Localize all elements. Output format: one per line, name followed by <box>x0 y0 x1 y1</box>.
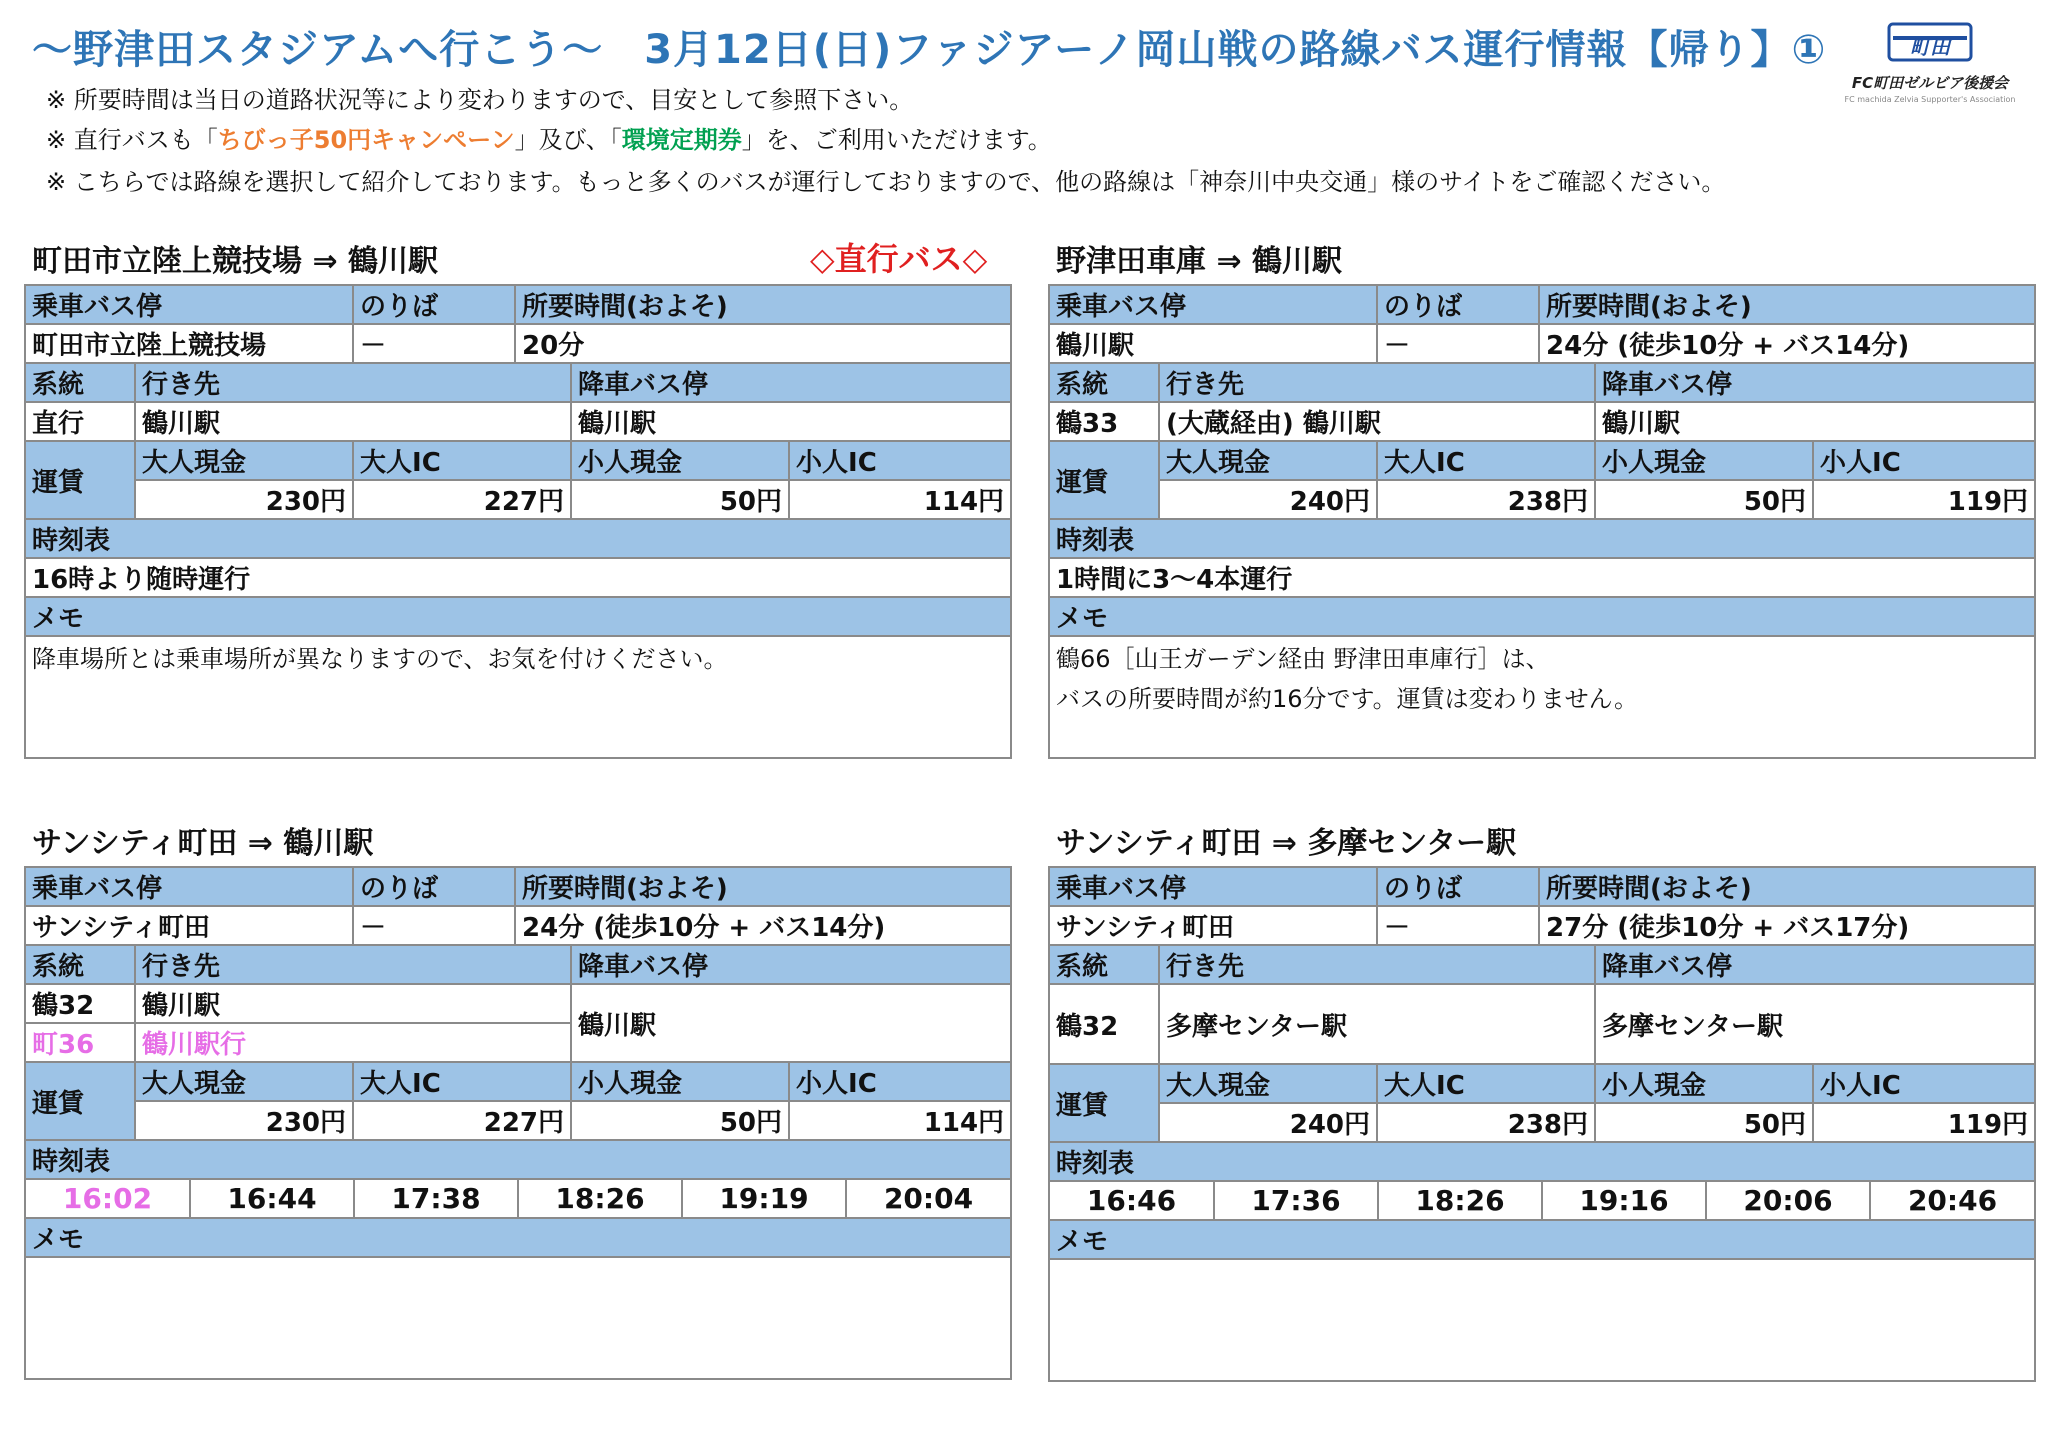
memo-value <box>1049 636 2035 758</box>
route-table-3 <box>24 866 1012 1380</box>
label-child-cash: 小人現金 <box>1595 1064 1813 1103</box>
stop-value: サンシティ町田 <box>25 906 353 945</box>
section-title-4: サンシティ町田 ⇒ 多摩センター駅 <box>1056 826 1517 861</box>
timetable-value: 16時より随時運行 <box>25 558 1011 597</box>
departure-time: 20:46 <box>1907 1184 1998 1217</box>
fare-adult-ic: 227円 <box>353 480 571 519</box>
route-value: 鶴32 <box>1049 984 1159 1064</box>
label-stop: 乗車バス停 <box>1049 867 1377 906</box>
memo-line: 降車場所とは乗車場所が異なりますので、お気を付けください。 <box>32 645 728 673</box>
label-platform: のりば <box>1377 285 1539 324</box>
departure-time: 16:02 <box>26 1180 190 1217</box>
dest-value: 多摩センター駅 <box>1159 984 1595 1064</box>
dest-value: 鶴川駅 <box>135 402 571 441</box>
fare-child-cash: 50円 <box>1595 1103 1813 1142</box>
note-2: ※ 直行バスも「ちびっ子50円キャンペーン」及び、「環境定期券」を、ご利用いただけます。 <box>46 126 1052 154</box>
duration-value: 24分 (徒歩10分 + バス14分) <box>1539 324 2035 363</box>
alight-value: 鶴川駅 <box>571 402 1011 441</box>
label-stop: 乗車バス停 <box>25 867 353 906</box>
timetable-value: 1時間に3～4本運行 <box>1049 558 2035 597</box>
label-stop: 乗車バス停 <box>1049 285 1377 324</box>
departure-time: 19:19 <box>682 1180 846 1217</box>
label-adult-ic: 大人IC <box>353 1062 571 1101</box>
label-alight: 降車バス停 <box>571 945 1011 984</box>
label-dest: 行き先 <box>1159 945 1595 984</box>
note-1: ※ 所要時間は当日の道路状況等により変わりますので、目安として参照下さい。 <box>46 86 914 114</box>
label-adult-cash: 大人現金 <box>1159 1064 1377 1103</box>
departure-time: 17:38 <box>354 1180 518 1217</box>
label-fare: 運賃 <box>1049 1064 1159 1142</box>
label-route: 系統 <box>25 945 135 984</box>
timetable-row <box>25 1179 1011 1218</box>
label-route: 系統 <box>1049 363 1159 402</box>
label-memo: メモ <box>25 597 1011 636</box>
route-value-highlight: 町36 <box>25 1023 135 1062</box>
dest-value-highlight: 鶴川駅行 <box>135 1023 571 1062</box>
page-title: ～野津田スタジアムへ行こう～ 3月12日(日)ファジアーノ岡山戦の路線バス運行情報【帰り】① <box>32 27 1827 73</box>
label-memo: メモ <box>1049 597 2035 636</box>
stop-value: サンシティ町田 <box>1049 906 1377 945</box>
platform-value: － <box>1377 906 1539 945</box>
label-adult-ic: 大人IC <box>1377 441 1595 480</box>
label-child-cash: 小人現金 <box>571 1062 789 1101</box>
memo-line: 鶴66［山王ガーデン経由 野津田車庫行］は、 <box>1056 645 1550 673</box>
route-table-4 <box>1048 866 2036 1382</box>
fare-adult-cash: 230円 <box>135 1101 353 1140</box>
logo-name: FC町田ゼルビア後援会 <box>1851 74 2009 92</box>
fare-child-cash: 50円 <box>571 1101 789 1140</box>
fare-child-cash: 50円 <box>1595 480 1813 519</box>
label-duration: 所要時間(およそ) <box>1539 867 2035 906</box>
label-timetable: 時刻表 <box>25 519 1011 558</box>
label-child-ic: 小人IC <box>789 1062 1011 1101</box>
dest-value: (大蔵経由) 鶴川駅 <box>1159 402 1595 441</box>
route-value: 鶴33 <box>1049 402 1159 441</box>
direct-bus-tag: ◇直行バス◇ <box>810 240 988 278</box>
duration-value: 27分 (徒歩10分 + バス17分) <box>1539 906 2035 945</box>
supporter-logo <box>1830 20 2030 110</box>
label-timetable: 時刻表 <box>1049 1142 2035 1181</box>
label-dest: 行き先 <box>135 945 571 984</box>
label-timetable: 時刻表 <box>25 1140 1011 1179</box>
memo-value <box>25 1257 1011 1379</box>
label-route: 系統 <box>1049 945 1159 984</box>
route-value: 鶴32 <box>25 984 135 1023</box>
label-memo: メモ <box>1049 1220 2035 1259</box>
alight-value: 鶴川駅 <box>571 984 1011 1062</box>
label-fare: 運賃 <box>1049 441 1159 519</box>
fare-adult-cash: 240円 <box>1159 1103 1377 1142</box>
label-memo: メモ <box>25 1218 1011 1257</box>
note-3: ※ こちらでは路線を選択して紹介しております。もっと多くのバスが運行しておりますので、他の路線は「神奈川中央交通」様のサイトをご確認ください。 <box>46 168 1726 196</box>
label-dest: 行き先 <box>1159 363 1595 402</box>
label-duration: 所要時間(およそ) <box>515 867 1011 906</box>
label-child-ic: 小人IC <box>1813 1064 2035 1103</box>
platform-value: － <box>353 906 515 945</box>
departure-time: 18:26 <box>518 1180 682 1217</box>
fare-adult-cash: 230円 <box>135 480 353 519</box>
platform-value: － <box>1377 324 1539 363</box>
fare-adult-ic: 238円 <box>1377 480 1595 519</box>
label-duration: 所要時間(およそ) <box>515 285 1011 324</box>
fare-child-ic: 119円 <box>1813 480 2035 519</box>
label-fare: 運賃 <box>25 441 135 519</box>
duration-value: 20分 <box>515 324 1011 363</box>
label-platform: のりば <box>1377 867 1539 906</box>
fare-child-cash: 50円 <box>571 480 789 519</box>
label-platform: のりば <box>353 285 515 324</box>
label-stop: 乗車バス停 <box>25 285 353 324</box>
pass-highlight: 環境定期券 <box>621 126 742 154</box>
memo-value <box>25 636 1011 758</box>
departure-time: 18:26 <box>1378 1182 1542 1219</box>
memo-line: バスの所要時間が約16分です。運賃は変わりません。 <box>1056 685 1639 713</box>
label-fare: 運賃 <box>25 1062 135 1140</box>
label-adult-cash: 大人現金 <box>135 441 353 480</box>
label-child-cash: 小人現金 <box>1595 441 1813 480</box>
campaign-highlight: ちびっ子50円キャンペーン <box>217 126 515 154</box>
departure-time: 20:06 <box>1706 1182 1870 1219</box>
section-title-3: サンシティ町田 ⇒ 鶴川駅 <box>32 826 374 861</box>
label-duration: 所要時間(およそ) <box>1539 285 2035 324</box>
fare-child-ic: 114円 <box>789 1101 1011 1140</box>
label-dest: 行き先 <box>135 363 571 402</box>
memo-value <box>1049 1259 2035 1381</box>
alight-value: 多摩センター駅 <box>1595 984 2035 1064</box>
label-child-ic: 小人IC <box>1813 441 2035 480</box>
dest-value: 鶴川駅 <box>135 984 571 1023</box>
section-title-1: 町田市立陸上競技場 ⇒ 鶴川駅 <box>32 244 439 279</box>
route-table-1 <box>24 284 1012 759</box>
label-adult-ic: 大人IC <box>1377 1064 1595 1103</box>
label-adult-cash: 大人現金 <box>1159 441 1377 480</box>
fare-child-ic: 119円 <box>1813 1103 2035 1142</box>
section-title-2: 野津田車庫 ⇒ 鶴川駅 <box>1056 244 1343 279</box>
fare-adult-ic: 238円 <box>1377 1103 1595 1142</box>
logo-subtitle: FC machida Zelvia Supporter's Association <box>1844 95 2016 104</box>
fare-adult-cash: 240円 <box>1159 480 1377 519</box>
label-adult-cash: 大人現金 <box>135 1062 353 1101</box>
label-timetable: 時刻表 <box>1049 519 2035 558</box>
departure-time: 20:04 <box>883 1182 974 1215</box>
fare-child-ic: 114円 <box>789 480 1011 519</box>
label-alight: 降車バス停 <box>1595 945 2035 984</box>
alight-value: 鶴川駅 <box>1595 402 2035 441</box>
duration-value: 24分 (徒歩10分 + バス14分) <box>515 906 1011 945</box>
stop-value: 町田市立陸上競技場 <box>25 324 353 363</box>
label-route: 系統 <box>25 363 135 402</box>
logo-mark-icon <box>1885 20 1975 64</box>
departure-time: 16:46 <box>1050 1182 1214 1219</box>
stop-value: 鶴川駅 <box>1049 324 1377 363</box>
timetable-row <box>1049 1181 2035 1220</box>
label-alight: 降車バス停 <box>571 363 1011 402</box>
label-adult-ic: 大人IC <box>353 441 571 480</box>
departure-time: 16:44 <box>190 1180 354 1217</box>
label-child-cash: 小人現金 <box>571 441 789 480</box>
label-platform: のりば <box>353 867 515 906</box>
route-value: 直行 <box>25 402 135 441</box>
label-child-ic: 小人IC <box>789 441 1011 480</box>
departure-time: 19:16 <box>1542 1182 1706 1219</box>
departure-time: 17:36 <box>1214 1182 1378 1219</box>
route-table-2 <box>1048 284 2036 759</box>
platform-value: － <box>353 324 515 363</box>
fare-adult-ic: 227円 <box>353 1101 571 1140</box>
label-alight: 降車バス停 <box>1595 363 2035 402</box>
svg-text:町田: 町田 <box>1910 35 1950 59</box>
